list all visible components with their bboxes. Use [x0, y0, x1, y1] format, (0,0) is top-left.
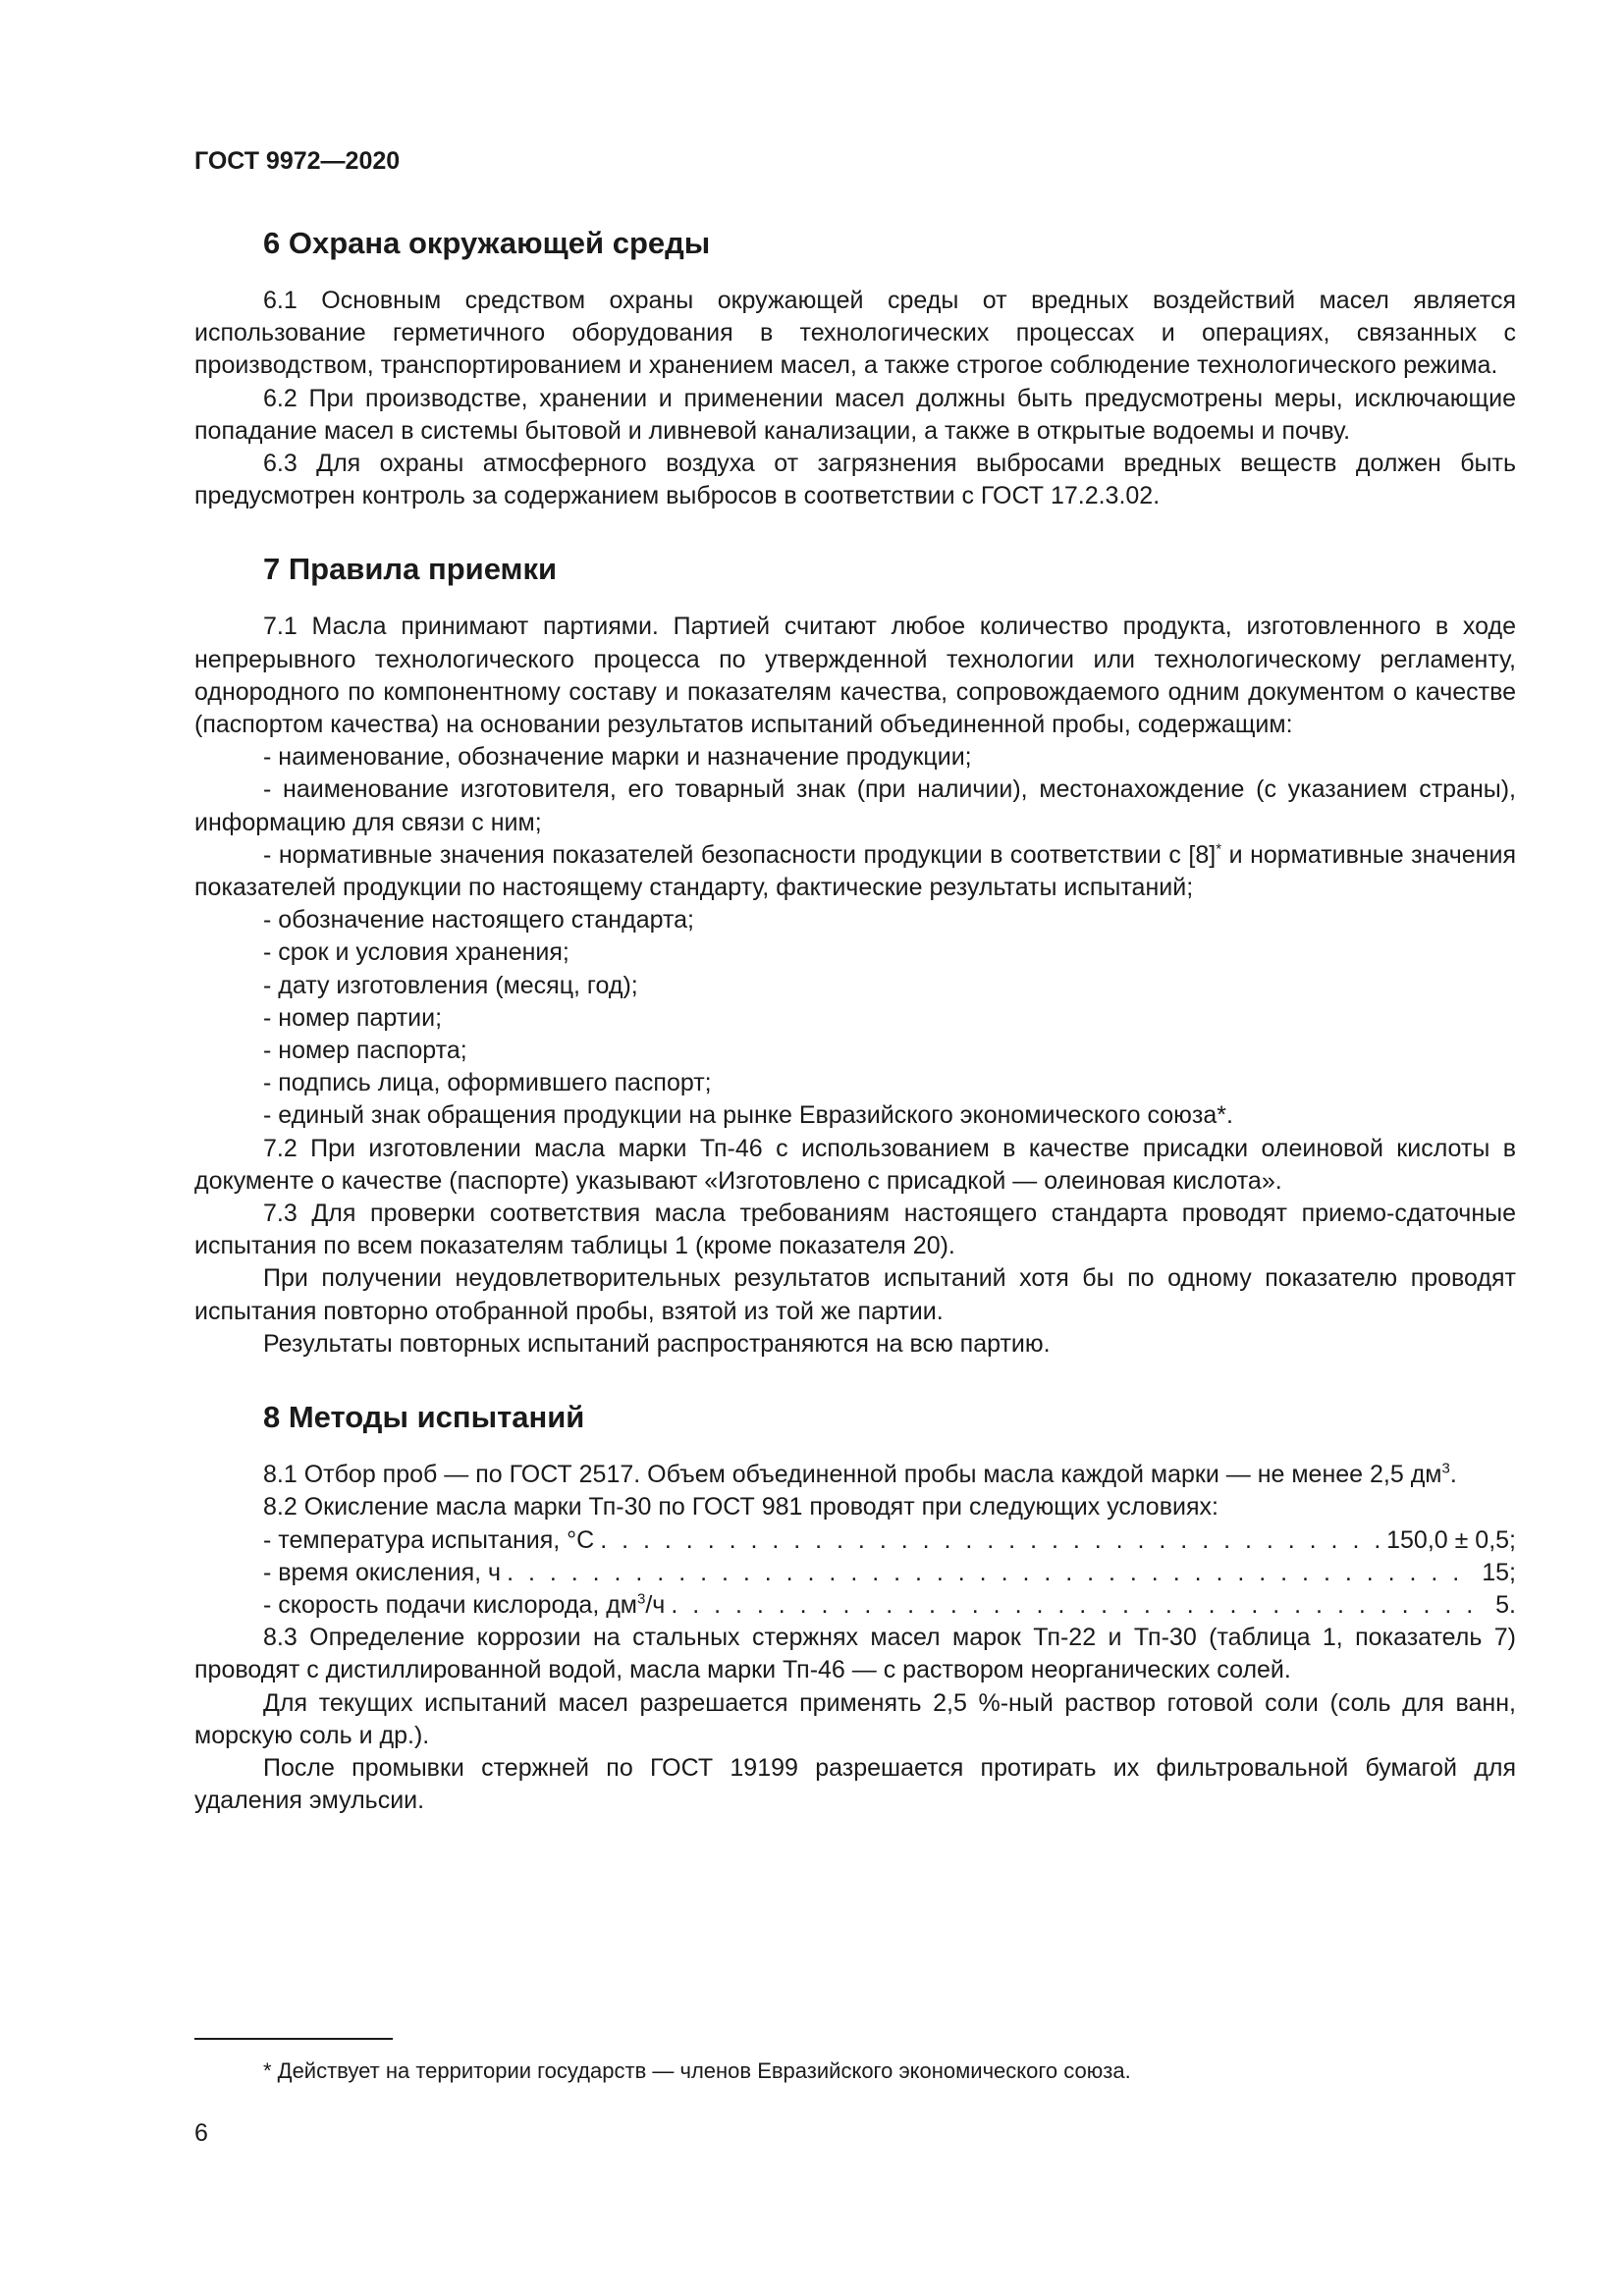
- condition-value: 150,0 ± 0,5;: [1386, 1525, 1516, 1554]
- paragraph-7-4: При получении неудовлетворительных результатов испытаний хотя бы по одному показателю проводят испытания повторно отобранной пробы, взятой из той же партии.: [194, 1264, 1516, 1325]
- condition-row-time: [194, 1557, 1516, 1589]
- list-item: - обозначение настоящего стандарта;: [263, 906, 694, 934]
- paragraph-8-4: Для текущих испытаний масел разрешается применять 2,5 %-ный раствор готовой соли (соль для ванн, морскую соль и др.).: [194, 1688, 1516, 1749]
- document-body: [194, 224, 1516, 1817]
- list-item: - наименование, обозначение марки и назначение продукции;: [263, 743, 972, 772]
- condition-label-text: /ч: [645, 1590, 666, 1619]
- list-item: - срок и условия хранения;: [263, 938, 569, 967]
- condition-label: - время окисления, ч: [263, 1558, 502, 1586]
- paragraph-6-1: 6.1 Основным средством охраны окружающей среды от вредных воздействий масел является использование герметичного оборудования в технологических процессах и операциях, связанных с производством, транспортированием и хранением масел, а также строгое соблюдение технологического режима.: [194, 287, 1516, 380]
- paragraph-7-1: 7.1 Масла принимают партиями. Партией считают любое количество продукта, изготовленного в ходе непрерывного технологического процесса по утвержденной технологии или технологическому регламенту, однородного по компонентному составу и показателям качества, сопровождаемого одним документом о качестве (паспортом качества) на основании результатов испытаний объединенной пробы, содержащим:: [194, 613, 1516, 739]
- section-7-title: 7 Правила приемки: [263, 552, 558, 587]
- condition-label-text: - скорость подачи кислорода, дм: [263, 1590, 637, 1619]
- footnote: * Действует на территории государств — членов Евразийского экономического союза.: [263, 2058, 1131, 2083]
- condition-row-temperature: [194, 1524, 1516, 1557]
- leader-dots: [507, 1557, 1476, 1589]
- condition-row-oxygen: [194, 1589, 1516, 1622]
- paragraph-text: .: [1449, 1461, 1457, 1489]
- page-number: 6: [194, 2119, 208, 2147]
- superscript: 3: [636, 1590, 646, 1608]
- list-item: - единый знак обращения продукции на рынке Евразийского экономического союза*.: [263, 1101, 1233, 1130]
- condition-label: [263, 1589, 665, 1622]
- leader-dots: [671, 1589, 1489, 1622]
- paragraph-7-5: Результаты повторных испытаний распространяются на всю партию.: [263, 1329, 1051, 1358]
- leader-dots: [600, 1524, 1380, 1557]
- paragraph-8-5: После промывки стержней по ГОСТ 19199 разрешается протирать их фильтровальной бумагой для удаления эмульсии.: [194, 1753, 1516, 1815]
- paragraph-6-2: 6.2 При производстве, хранении и применении масел должны быть предусмотрены меры, исключающие попадание масел в системы бытовой и ливневой канализации, а также в открытые водоемы и почву.: [194, 384, 1516, 445]
- paragraph-text: 8.1 Отбор проб — по ГОСТ 2517. Объем объединенной пробы масла каждой марки — не менее 2,5 дм: [263, 1461, 1442, 1489]
- condition-value: 5.: [1495, 1590, 1516, 1619]
- footnote-divider: [194, 2038, 393, 2040]
- list-item: - дату изготовления (месяц, год);: [263, 971, 638, 999]
- superscript: 3: [1441, 1460, 1450, 1477]
- section-6-title: 6 Охрана окружающей среды: [263, 226, 711, 260]
- list-item: - номер партии;: [263, 1003, 443, 1032]
- list-item-text: и нормативные значения показателей продукции по настоящему стандарту, фактические результаты испытаний;: [194, 840, 1516, 902]
- paragraph-8-1: [194, 1459, 1516, 1491]
- paragraph-8-2: 8.2 Окисление масла марки Тп-30 по ГОСТ 981 проводят при следующих условиях:: [263, 1493, 1218, 1522]
- section-8-title: 8 Методы испытаний: [263, 1400, 585, 1435]
- list-item: - номер паспорта;: [263, 1037, 467, 1065]
- paragraph-7-2: 7.2 При изготовлении масла марки Тп-46 с использованием в качестве присадки олеиновой кислоты в документе о качестве (паспорте) указывают «Изготовлено с присадкой — олеиновая кислота».: [194, 1134, 1516, 1195]
- list-item: - наименование изготовителя, его товарный знак (при наличии), местонахождение (с указанием страны), информацию для связи с ним;: [194, 775, 1516, 836]
- document-header: ГОСТ 9972—2020: [194, 147, 401, 175]
- paragraph-6-3: 6.3 Для охраны атмосферного воздуха от загрязнения выбросами вредных веществ должен быть предусмотрен контроль за содержанием выбросов в соответствии с ГОСТ 17.2.3.02.: [194, 450, 1516, 510]
- paragraph-7-3: 7.3 Для проверки соответствия масла требованиям настоящего стандарта проводят приемо-сдаточные испытания по всем показателям таблицы 1 (кроме показателя 20).: [194, 1200, 1516, 1260]
- list-item: - подпись лица, оформившего паспорт;: [263, 1069, 712, 1097]
- list-item-text: - нормативные значения показателей безопасности продукции в соответствии с [8]: [263, 840, 1217, 869]
- footnote-marker: *: [1216, 840, 1222, 858]
- list-item: [194, 839, 1516, 904]
- condition-value: 15;: [1482, 1558, 1516, 1586]
- condition-label: - температура испытания, °С: [263, 1525, 595, 1554]
- paragraph-8-3: 8.3 Определение коррозии на стальных стержнях масел марок Тп-22 и Тп-30 (таблица 1, показатель 7) проводят с дистиллированной водой, масла марки Тп-46 — с раствором неорганических солей.: [194, 1624, 1516, 1684]
